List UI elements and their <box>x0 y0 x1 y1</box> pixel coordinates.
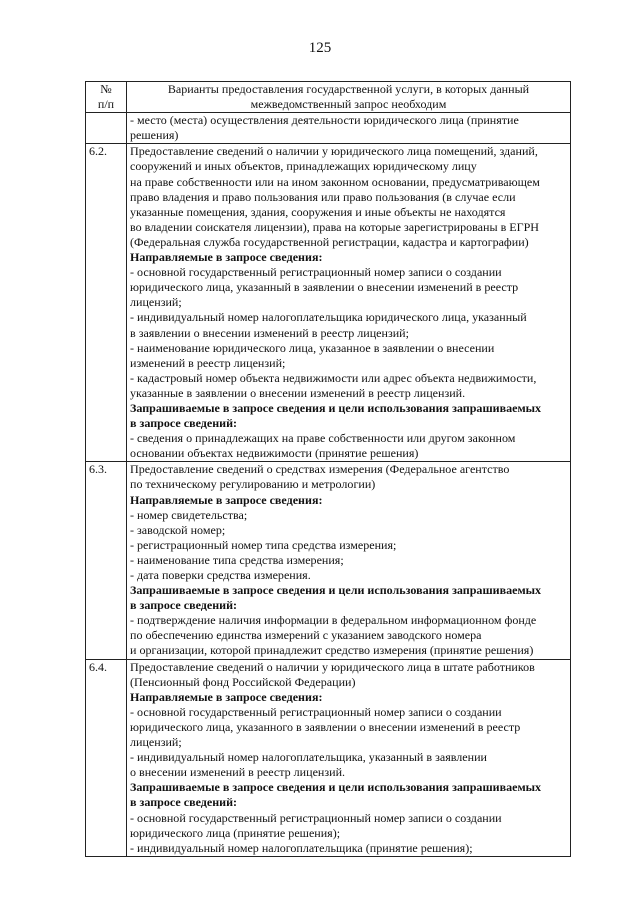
sent-data-heading: Направляемые в запросе сведения: <box>130 492 323 507</box>
text-line: основании объектах недвижимости (принятие решения) <box>130 446 419 461</box>
text-line: право владения и право пользования или право пользования (в случае если <box>130 189 516 204</box>
requested-data-heading: в запросе сведений: <box>130 795 238 810</box>
text-line: Предоставление сведений о наличии у юридического лица помещений, зданий, <box>130 144 538 159</box>
header-number-symbol: № <box>100 82 112 96</box>
text-line: юридического лица, указанный в заявлении о внесении изменений в реестр <box>130 280 519 295</box>
text-line: - регистрационный номер типа средства измерения; <box>130 537 397 552</box>
sent-data-heading: Направляемые в запросе сведения: <box>130 689 323 704</box>
text-line: - наименование типа средства измерения; <box>130 552 344 567</box>
header-number-column <box>86 82 127 113</box>
sent-data-heading: Направляемые в запросе сведения: <box>130 250 323 265</box>
text-line: по техническому регулированию и метрологии) <box>130 477 376 492</box>
requested-data-heading: в запросе сведений: <box>130 416 238 431</box>
page-number: 125 <box>308 40 332 56</box>
row-text-cell <box>127 659 571 856</box>
text-line: - индивидуальный номер налогоплательщика юридического лица, указанный <box>130 310 527 325</box>
text-line: (Пенсионный фонд Российской Федерации) <box>130 674 356 689</box>
text-line: решения) <box>130 128 179 143</box>
text-line: Предоставление сведений о наличии у юридического лица в штате работников <box>130 659 535 674</box>
header-number-abbrev: п/п <box>97 97 115 112</box>
text-line: на праве собственности или на ином законном основании, предусматривающем <box>130 174 540 189</box>
row-number-cell: 6.2. <box>86 144 127 462</box>
text-line: в заявлении о внесении изменений в реестр лицензий; <box>130 325 409 340</box>
text-line: - подтверждение наличия информации в федеральном информационном фонде <box>130 613 537 628</box>
text-line: - номер свидетельства; <box>130 507 248 522</box>
text-line: - сведения о принадлежащих на праве собственности или другом законном <box>130 431 516 446</box>
requested-data-heading: Запрашиваемые в запросе сведения и цели использования запрашиваемых <box>130 400 542 415</box>
table-row-continuation <box>86 113 571 144</box>
text-line: - основной государственный регистрационный номер записи о создании <box>130 810 502 825</box>
text-line: лицензий; <box>130 295 182 310</box>
text-line: - индивидуальный номер налогоплательщика, указанный в заявлении <box>130 750 487 765</box>
text-line: - основной государственный регистрационный номер записи о создании <box>130 265 502 280</box>
text-line: указанные помещения, здания, сооружения и иные объекты не находятся <box>130 204 506 219</box>
text-line: юридического лица (принятие решения); <box>130 825 341 840</box>
text-line: указанные в заявлении о внесении изменений в реестр лицензий. <box>130 385 466 400</box>
text-line: о внесении изменений в реестр лицензий. <box>130 765 346 780</box>
text-line: сооружений и иных объектов, принадлежащих юридическому лицу <box>130 159 477 174</box>
text-line: - место (места) осуществления деятельности юридического лица (принятие <box>130 113 519 128</box>
text-line: во владении соискателя лицензии), права на которые зарегистрированы в ЕГРН <box>130 219 540 234</box>
requests-table <box>85 81 571 857</box>
row-text-cell <box>127 144 571 462</box>
table-row-6-4 <box>86 659 571 856</box>
text-line: - дата поверки средства измерения. <box>130 568 311 582</box>
table-row-6-3 <box>86 462 571 659</box>
row-number-cell: 6.4. <box>86 659 127 856</box>
text-line: - основной государственный регистрационный номер записи о создании <box>130 704 502 719</box>
text-line: и организации, которой принадлежит средство измерения (принятие решения) <box>130 643 534 658</box>
header-variants-line-2: межведомственный запрос необходим <box>250 97 447 112</box>
header-variants-line-1: Варианты предоставления государственной услуги, в которых данный <box>167 82 530 96</box>
text-line: - наименование юридического лица, указанное в заявлении о внесении <box>130 340 495 355</box>
text-line: по обеспечению единства измерений с указанием заводского номера <box>130 628 482 643</box>
text-line: - кадастровый номер объекта недвижимости или адрес объекта недвижимости, <box>130 370 537 385</box>
text-line: Предоставление сведений о средствах измерения (Федеральное агентство <box>130 462 510 477</box>
text-line: изменений в реестр лицензий; <box>130 355 286 370</box>
requested-data-heading: Запрашиваемые в запросе сведения и цели использования запрашиваемых <box>130 780 542 795</box>
row-number-cell <box>86 113 127 144</box>
text-line: юридического лица, указанного в заявлении о внесении изменений в реестр <box>130 719 521 734</box>
row-text-cell <box>127 462 571 659</box>
table-header-row <box>86 82 571 113</box>
row-number-cell: 6.3. <box>86 462 127 659</box>
requested-data-heading: Запрашиваемые в запросе сведения и цели использования запрашиваемых <box>130 583 542 598</box>
header-variants-column <box>127 82 571 113</box>
row-text-cell <box>127 113 571 144</box>
requested-data-heading: в запросе сведений: <box>130 598 238 613</box>
text-line: (Федеральная служба государственной регистрации, кадастра и картографии) <box>130 234 529 249</box>
table-row-6-2 <box>86 144 571 462</box>
text-line: - индивидуальный номер налогоплательщика (принятие решения); <box>130 840 473 855</box>
text-line: - заводской номер; <box>130 522 226 537</box>
text-line: лицензий; <box>130 735 182 750</box>
